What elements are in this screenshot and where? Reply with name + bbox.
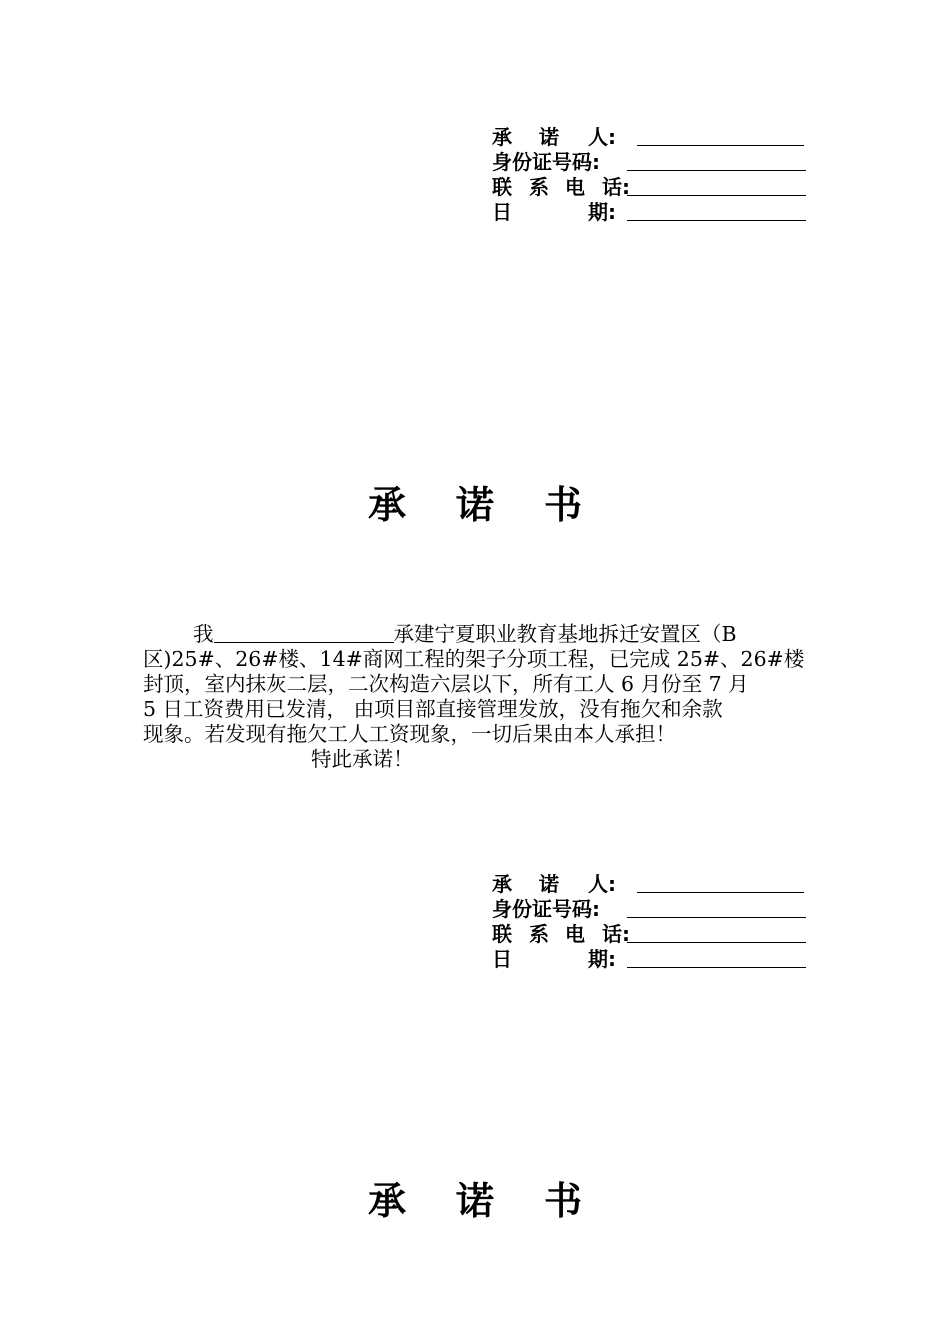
id-number-row: 身份证号码: — [492, 150, 812, 175]
body-line-1: 我 承建宁夏职业教育基地拆迁安置区（B — [193, 622, 737, 646]
date-field[interactable] — [627, 967, 806, 968]
signer-row: 承 诺 人: — [492, 872, 812, 897]
phone-field[interactable] — [627, 942, 806, 943]
date-row: 日 期: — [492, 200, 812, 225]
signature-block-top — [492, 125, 812, 225]
id-number-field[interactable] — [627, 170, 806, 171]
body-line-3: 封顶，室内抹灰二层，二次构造六层以下，所有工人 6 月份至 7 月 — [143, 672, 749, 696]
contractor-name-field[interactable] — [214, 622, 394, 643]
body-line-2: 区)25#、26#楼、14#商网工程的架子分项工程，已完成 25#、26#楼 — [143, 647, 805, 671]
closing-line: 特此承诺！ — [311, 747, 414, 771]
signature-block-bottom — [492, 872, 812, 972]
document-title: 承 诺 书 — [367, 483, 582, 527]
id-number-row: 身份证号码: — [492, 897, 812, 922]
phone-row: 联 系 电 话: — [492, 922, 812, 947]
signer-field[interactable] — [637, 145, 804, 146]
document-title-repeat: 承 诺 书 — [367, 1179, 582, 1223]
date-row: 日 期: — [492, 947, 812, 972]
commitment-body — [143, 622, 813, 772]
id-number-field[interactable] — [627, 917, 806, 918]
signer-field[interactable] — [637, 892, 804, 893]
body-line-4: 5 日工资费用已发清， 由项目部直接管理发放，没有拖欠和余款 — [143, 697, 723, 721]
signer-row: 承 诺 人: — [492, 125, 812, 150]
phone-row: 联 系 电 话: — [492, 175, 812, 200]
phone-field[interactable] — [627, 195, 806, 196]
date-field[interactable] — [627, 220, 806, 221]
body-line-5: 现象。若发现有拖欠工人工资现象，一切后果由本人承担！ — [143, 722, 676, 746]
